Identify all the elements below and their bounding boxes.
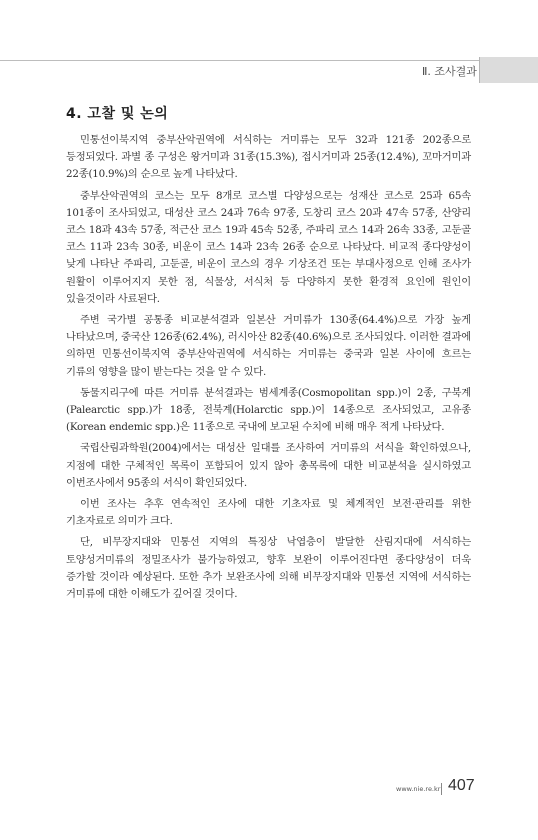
paragraph-country-comparison: 주변 국가별 공통종 비교분석결과 일본산 거미류가 130종(64.4%)으로 가장 높게 나타났으며, 중국산 126종(62.4%), 러시아산 82종(40.6%)으로 조사되었다. 이러한 결과에 의하면 민통선이북지역 중부산악권역에 서식하는 거미류는 중국과 일본 사이에 흐르는 기류의 영향을 많이 받는다는 것을 알 수 있다. xyxy=(66,314,471,378)
paragraph-zoogeography: 동물지리구에 따른 거미류 분석결과는 범세계종(Cosmopolitan spp.)이 2종, 구북계(Palearctic spp.)가 18종, 전북계(Holarctic spp.)이 14종으로 조사되었고, 고유종(Korean endemic spp.)은 11종으로 국내에 보고된 수치에 비해 매우 적게 나타났다. xyxy=(66,386,471,434)
paragraph-limitations: 단, 비무장지대와 민통선 지역의 특징상 낙엽층이 발달한 산림지대에 서식하는 토양성거미류의 정밀조사가 불가능하였고, 향후 보완이 이루어진다면 종다양성이 더욱 증가할 것이라 예상된다. 또한 추가 보완조사에 의해 비무장지대와 민통선 지역에 서식하는 거미류에 대한 이해도가 깊어질 것이다. xyxy=(66,536,471,601)
footer-url: www.nie.re.kr xyxy=(396,785,441,793)
header-rule xyxy=(0,60,480,61)
body-text xyxy=(66,132,471,607)
paragraph-course-diversity: 중부산악권역의 코스는 모두 8개로 코스별 다양성으로는 성재산 코스로 25과 65속 101종이 조사되었고, 대성산 코스 24과 76속 97종, 도창리 코스 20과 47속 57종, 산양리 코스 18과 43속 57종, 적근산 코스 19과 45속 52종, 주파리 코스 14과 26속 33종, 고둔골 코스 11과 23속 30종, 비운이 코스 14과 23속 26종 순으로 나타났다. 비교적 종다양성이 낮게 나타난 주파리, 고둔골, 비운이 코스의 경우 기상조건 또는 부대사정으로 인해 조사가 원활이 이루어지지 못한 점, 식물상, 서식처 등 다양하지 못한 환경적 요인에 원인이 있을것이라 사료된다. xyxy=(66,189,471,305)
header-tab-block xyxy=(479,57,538,83)
paragraph-summary: 민통선이북지역 중부산악권역에 서식하는 거미류는 모두 32과 121종 202종으로 등정되었다. 과별 종 구성은 왕거미과 31종(15.3%), 접시거미과 25종(12.4%), 꼬마거미과 22종(10.9%)의 순으로 높게 나타났다. xyxy=(66,134,471,181)
footer-separator xyxy=(441,783,442,795)
section-title: 4. 고찰 및 논의 xyxy=(66,106,169,122)
chapter-label: Ⅱ. 조사결과 xyxy=(422,65,477,78)
paragraph-significance: 이번 조사는 추후 연속적인 조사에 대한 기초자료 및 체계적인 보전·관리를 위한 기초자료로 의미가 크다. xyxy=(66,498,471,528)
paragraph-previous-survey: 국립산림과학원(2004)에서는 대성산 일대를 조사하여 거미류의 서식을 확인하였으나, 지점에 대한 구체적인 목록이 포함되어 있지 않아 총목록에 대한 비교분석을 실시하였고 이번조사에서 95종의 서식이 확인되었다. xyxy=(66,442,471,489)
page-number: 407 xyxy=(448,777,475,794)
